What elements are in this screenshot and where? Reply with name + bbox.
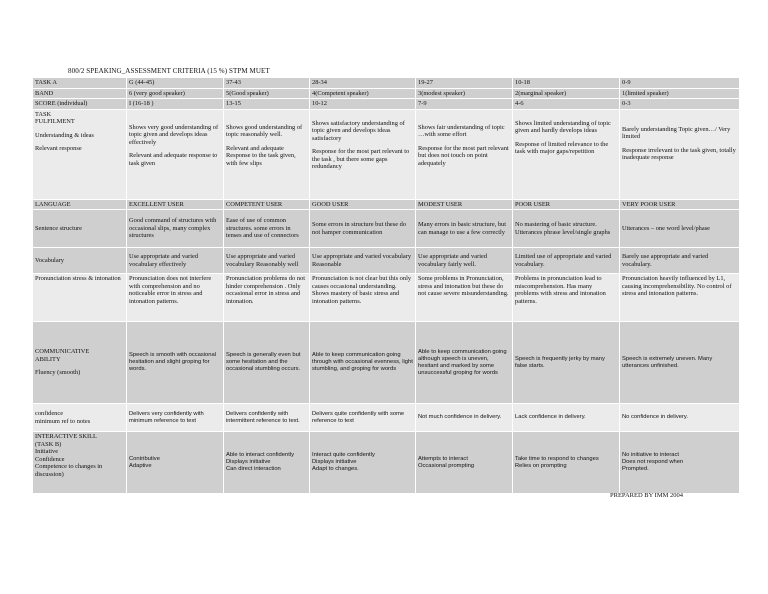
table-cell: 10-18	[513, 78, 620, 89]
table-cell: Lack confidence in delivery.	[513, 404, 620, 432]
table-cell: I (16-18 )	[127, 99, 224, 110]
table-row-vocabulary	[33, 248, 740, 274]
table-cell: 6 (very good speaker)	[127, 88, 224, 99]
table-cell: EXCELLENT USER	[127, 199, 224, 210]
table-cell: Shows satisfactory understanding of topic given and develops ideas satisfactory Response for the most part relevant to the task , but there some gaps redundancy	[310, 109, 416, 199]
table-cell: Pronunciation heavily influenced by L1, causing incomprehensibility. No control of stress and intonation patterns.	[620, 274, 740, 322]
table-row-band	[33, 88, 740, 99]
table-cell: Ease of use of common structures. some errors in tenses and use of connectors	[224, 210, 310, 248]
table-cell: 5(Good speaker)	[224, 88, 310, 99]
table-cell: 7-9	[416, 99, 513, 110]
row-label: COMMUNICATIVE ABILITY Fluency (smooth)	[33, 322, 127, 404]
table-cell: Speech is generally even but some hesitation and the occasional stumbling occurs.	[224, 322, 310, 404]
table-cell: 2(marginal speaker)	[513, 88, 620, 99]
table-cell: 4(Competent speaker)	[310, 88, 416, 99]
assessment-criteria-table	[32, 77, 740, 494]
table-cell: TASK A	[33, 78, 127, 89]
table-cell: No confidence in delivery.	[620, 404, 740, 432]
table-cell: Use appropriate and varied vocabulary fairly well.	[416, 248, 513, 274]
table-cell: Shows limited understanding of topic given and hardly develops ideas Response of limited relevance to the task with major gaps/repetition	[513, 109, 620, 199]
table-cell: Delivers very confidently with minimum reference to text	[127, 404, 224, 432]
table-cell: Limited use of appropriate and varied vocabulary.	[513, 248, 620, 274]
table-row-score	[33, 99, 740, 110]
table-cell: Contributive Adaptive	[127, 432, 224, 494]
table-cell: Problems in pronunciation lead to miscomprehension. Has many problems with stress and intonation patterns.	[513, 274, 620, 322]
table-cell: Interact quite confidently Displays initiative Adapt to changes.	[310, 432, 416, 494]
table-cell: Pronunciation does not interfere with comprehension and no noticeable error in stress and intonation patterns.	[127, 274, 224, 322]
table-cell: Shows very good understanding of topic given and develops ideas effectively Relevant and adequate response to task given	[127, 109, 224, 199]
table-cell: POOR USER	[513, 199, 620, 210]
table-cell: LANGUAGE	[33, 199, 127, 210]
table-cell: 0-9	[620, 78, 740, 89]
table-cell: Use appropriate and varied vocabulary Reasonable	[310, 248, 416, 274]
row-label: TASK FULFILMENT Understanding & ideas Relevant response	[33, 109, 127, 199]
row-label: INTERACTIVE SKILL (TASK B) Initiative Confidence Competence to changes in discussion)	[33, 432, 127, 494]
table-cell: MODEST USER	[416, 199, 513, 210]
table-row-task	[33, 78, 740, 89]
prepared-by-footer: PREPARED BY IMM 2004	[610, 492, 684, 499]
table-cell: Utterances – one word level/phase	[620, 210, 740, 248]
table-cell: Pronunciation stress & intonation	[33, 274, 127, 322]
table-cell: Pronunciation is not clear but this only causes occasional understanding. Shows mastery of basic stress and intonation patterns.	[310, 274, 416, 322]
table-cell: Sentence structure	[33, 210, 127, 248]
table-cell: COMPETENT USER	[224, 199, 310, 210]
table-cell: GOOD USER	[310, 199, 416, 210]
table-cell: Shows fair understanding of topic …with some effort Response for the most part relevant but does not touch on point adequately	[416, 109, 513, 199]
table-cell: 37-43	[224, 78, 310, 89]
table-row-interactive-skill	[33, 432, 740, 494]
table-cell: Speech is frequently jerky by many false starts.	[513, 322, 620, 404]
table-cell: 13-15	[224, 99, 310, 110]
table-cell: No mastering of basic structure. Utterances phrase level/single graphs	[513, 210, 620, 248]
table-cell: 19-27	[416, 78, 513, 89]
table-cell: Shows good understanding of topic reasonably well. Relevant and adequate Response to the task given, with few slips	[224, 109, 310, 199]
table-cell: Able to keep communication going although speech is uneven, hesitant and marked by some unsuccessful groping for words	[416, 322, 513, 404]
table-cell: Barely understanding Topic given…/ Very limited Response irrelevant to the task given, totally inadequate response	[620, 109, 740, 199]
row-label: confidence minimum ref to notes	[33, 404, 127, 432]
table-cell: Use appropriate and varied vocabulary Reasonably well	[224, 248, 310, 274]
table-row-sentence-structure	[33, 210, 740, 248]
table-cell: Many errors in basic structure, but can manage to use a few correctly	[416, 210, 513, 248]
table-cell: Some errors in structure but these do not hamper communication	[310, 210, 416, 248]
table-cell: Pronunciation problems do not hinder comprehension . Only occasional error in stress and intonation.	[224, 274, 310, 322]
table-cell: Barely use appropriate and varied vocabulary.	[620, 248, 740, 274]
table-cell: 10-12	[310, 99, 416, 110]
table-row-task-fulfilment	[33, 109, 740, 199]
table-cell: Speech is extremely uneven. Many utterances unfinished.	[620, 322, 740, 404]
table-row-confidence	[33, 404, 740, 432]
table-cell: Some problems in Pronunciation, stress and intonation but these do not cause severe misunderstanding.	[416, 274, 513, 322]
table-cell: Delivers confidently with intermittent reference to text.	[224, 404, 310, 432]
table-row-communicative-ability	[33, 322, 740, 404]
table-cell: Use appropriate and varied vocabulary effectively	[127, 248, 224, 274]
page-title: 800/2 SPEAKING_ASSESSMENT CRITERIA (15 %) STPM MUET	[68, 67, 270, 75]
table-cell: G (44-45)	[127, 78, 224, 89]
table-cell: Vocabulary	[33, 248, 127, 274]
table-cell: 3(modest speaker)	[416, 88, 513, 99]
table-cell: No initiative to interact Does not respond when Prompted.	[620, 432, 740, 494]
table-cell: 1(limited speaker)	[620, 88, 740, 99]
table-cell: SCORE (individual)	[33, 99, 127, 110]
table-cell: VERY POOR USER	[620, 199, 740, 210]
table-cell: 4-6	[513, 99, 620, 110]
table-cell: Able to interact confidently Displays initiative Can direct interaction	[224, 432, 310, 494]
table-cell: Delivers quite confidently with some reference to text	[310, 404, 416, 432]
table-row-language	[33, 199, 740, 210]
table-cell: BAND	[33, 88, 127, 99]
table-cell: Attempts to interact Occasional prompting	[416, 432, 513, 494]
table-cell: Good command of structures with occasional slips, many complex structures	[127, 210, 224, 248]
table-cell: 28-34	[310, 78, 416, 89]
table-cell: Able to keep communication going through with occasional evenness, light stumbling, and groping for words	[310, 322, 416, 404]
table-cell: 0-3	[620, 99, 740, 110]
table-row-pronunciation	[33, 274, 740, 322]
table-cell: Speech is smooth with occasional hesitation and slight groping for words.	[127, 322, 224, 404]
table-cell: Take time to respond to changes Relies on prompting	[513, 432, 620, 494]
table-cell: Not much confidence in delivery.	[416, 404, 513, 432]
